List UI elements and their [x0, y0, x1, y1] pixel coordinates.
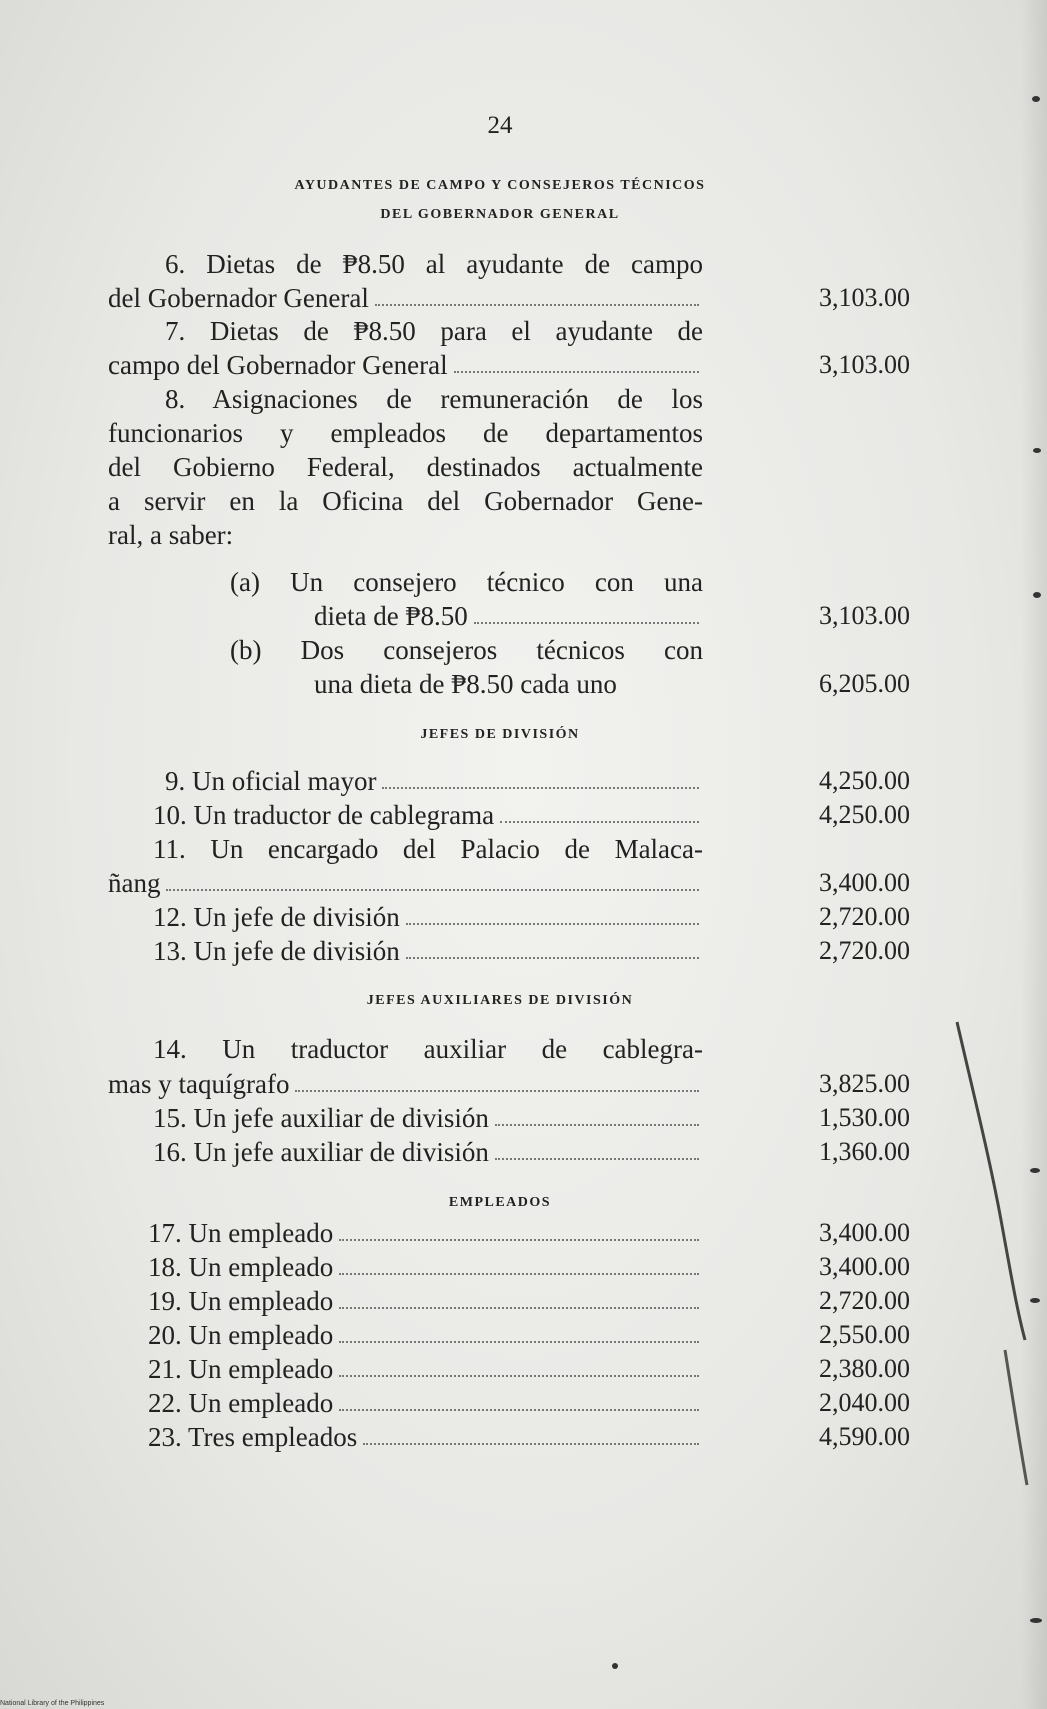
- leader-dots: [406, 934, 699, 959]
- item-8-line2: funcionarios y empleados de departamentos: [108, 418, 703, 448]
- item-11-amount: 3,400.00: [819, 868, 910, 897]
- leader-dots: [495, 1135, 699, 1160]
- item-23: [148, 1420, 703, 1454]
- section-auxiliares-title: JEFES AUXILIARES DE DIVISIÓN: [366, 993, 634, 1008]
- item-8a-amount: 3,103.00: [819, 601, 910, 630]
- scan-speck: [1033, 592, 1041, 598]
- item-13: [153, 934, 703, 968]
- footer-credit: National Library of the Philippines: [0, 1700, 105, 1707]
- item-19-amount: 2,720.00: [819, 1286, 910, 1315]
- leader-dots: [474, 599, 699, 624]
- section-heading-line2: DEL GOBERNADOR GENERAL: [380, 207, 620, 222]
- item-11-line2: [108, 866, 703, 900]
- section-empleados-title: EMPLEADOS: [448, 1195, 552, 1210]
- item-15-amount: 1,530.00: [819, 1103, 910, 1132]
- scan-speck: [1032, 96, 1040, 102]
- item-8a-text: dieta de ₱8.50: [314, 601, 468, 631]
- item-23-amount: 4,590.00: [819, 1422, 910, 1451]
- item-10-amount: 4,250.00: [819, 800, 910, 829]
- item-22-text: 22. Un empleado: [148, 1388, 334, 1418]
- item-6-line2: [108, 281, 703, 315]
- item-17-amount: 3,400.00: [819, 1218, 910, 1247]
- item-6-amount: 3,103.00: [819, 283, 910, 312]
- item-21-text: 21. Un empleado: [148, 1354, 334, 1384]
- leader-dots: [339, 1250, 699, 1275]
- item-8b-line2: una dieta de ₱8.50 cada uno: [314, 669, 617, 699]
- item-9-amount: 4,250.00: [819, 766, 910, 795]
- item-12-amount: 2,720.00: [819, 902, 910, 931]
- item-14-line2: [108, 1067, 703, 1101]
- item-10: [153, 798, 703, 832]
- item-22-amount: 2,040.00: [819, 1388, 910, 1417]
- leader-dots: [375, 281, 699, 306]
- section-heading-line1: AYUDANTES DE CAMPO Y CONSEJEROS TÉCNICOS: [294, 178, 706, 193]
- item-8-line3: del Gobierno Federal, destinados actualmente: [108, 452, 703, 482]
- item-14-text: mas y taquígrafo: [108, 1069, 290, 1099]
- scan-scratch: [955, 1020, 1035, 1490]
- item-8b-amount: 6,205.00: [819, 669, 910, 698]
- leader-dots: [406, 900, 699, 925]
- item-15-text: 15. Un jefe auxiliar de división: [153, 1103, 489, 1133]
- item-14-amount: 3,825.00: [819, 1069, 910, 1098]
- item-9-text: 9. Un oficial mayor: [165, 766, 377, 796]
- item-20-text: 20. Un empleado: [148, 1320, 334, 1350]
- item-18: [148, 1250, 703, 1284]
- page-number: 24: [487, 112, 513, 139]
- item-16-amount: 1,360.00: [819, 1137, 910, 1166]
- item-9: [165, 764, 703, 798]
- item-7-amount: 3,103.00: [819, 350, 910, 379]
- leader-dots: [363, 1420, 699, 1445]
- leader-dots: [339, 1216, 699, 1241]
- item-13-text: 13. Un jefe de división: [153, 936, 400, 966]
- leader-dots: [339, 1352, 699, 1377]
- item-8-line5: ral, a saber:: [108, 520, 234, 550]
- item-17-text: 17. Un empleado: [148, 1218, 334, 1248]
- item-21-amount: 2,380.00: [819, 1354, 910, 1383]
- item-7-text: campo del Gobernador General: [108, 350, 448, 380]
- item-21: [148, 1352, 703, 1386]
- item-11-line1: 11. Un encargado del Palacio de Malaca-: [153, 834, 703, 864]
- item-15: [153, 1101, 703, 1135]
- item-13-amount: 2,720.00: [819, 936, 910, 965]
- leader-dots: [495, 1101, 699, 1126]
- item-12-text: 12. Un jefe de división: [153, 902, 400, 932]
- leader-dots: [339, 1386, 699, 1411]
- leader-dots: [166, 866, 699, 891]
- item-7-line1: 7. Dietas de ₱8.50 para el ayudante de: [165, 316, 703, 346]
- leader-dots: [382, 764, 699, 789]
- item-23-text: 23. Tres empleados: [148, 1422, 358, 1452]
- leader-dots: [454, 348, 699, 373]
- item-8-line1: 8. Asignaciones de remuneración de los: [165, 384, 703, 414]
- item-17: [148, 1216, 703, 1250]
- leader-dots: [339, 1284, 699, 1309]
- item-8a-line2: [314, 599, 703, 633]
- item-22: [148, 1386, 703, 1420]
- scan-speck: [612, 1663, 618, 1669]
- leader-dots: [339, 1318, 699, 1343]
- item-12: [153, 900, 703, 934]
- section-jefes-title: JEFES DE DIVISIÓN: [420, 727, 580, 742]
- item-6-line1: 6. Dietas de ₱8.50 al ayudante de campo: [165, 249, 703, 279]
- item-20: [148, 1318, 703, 1352]
- item-14-line1: 14. Un traductor auxiliar de cablegra-: [153, 1034, 703, 1064]
- item-19-text: 19. Un empleado: [148, 1286, 334, 1316]
- leader-dots: [295, 1067, 699, 1092]
- item-6-text: del Gobernador General: [108, 283, 369, 313]
- item-18-amount: 3,400.00: [819, 1252, 910, 1281]
- item-11-text: ñang: [108, 868, 161, 898]
- item-19: [148, 1284, 703, 1318]
- item-18-text: 18. Un empleado: [148, 1252, 334, 1282]
- item-16: [153, 1135, 703, 1169]
- item-10-text: 10. Un traductor de cablegrama: [153, 800, 495, 830]
- item-20-amount: 2,550.00: [819, 1320, 910, 1349]
- item-8-line4: a servir en la Oficina del Gobernador Gene-: [108, 486, 703, 516]
- item-8a-line1: (a) Un consejero técnico con una: [230, 567, 703, 597]
- item-7-line2: [108, 348, 703, 382]
- item-8b-line1: (b) Dos consejeros técnicos con: [230, 635, 703, 665]
- scan-speck: [1033, 448, 1041, 453]
- scan-speck: [1030, 1618, 1042, 1623]
- item-16-text: 16. Un jefe auxiliar de división: [153, 1137, 489, 1167]
- leader-dots: [500, 798, 699, 823]
